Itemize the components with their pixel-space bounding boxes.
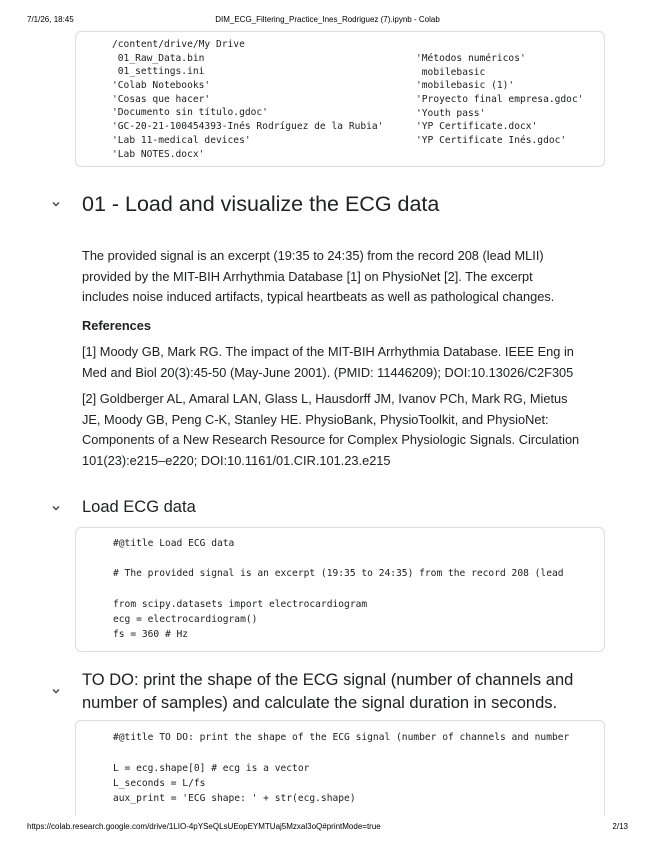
code-line: #@title Load ECG data <box>113 538 235 549</box>
code-line: L_seconds = L/fs <box>113 778 206 789</box>
code-line: L = ecg.shape[0] # ecg is a vector <box>113 763 310 774</box>
drive-listing-right-column <box>416 52 584 148</box>
collapse-section-3-chevron-icon[interactable] <box>51 686 61 696</box>
list-item: 'YP Certificate Inés.gdoc' <box>416 135 567 147</box>
reference-1: [1] Moody GB, Mark RG. The impact of the MIT-BIH Arrhythmia Database. IEEE Eng in Med and Biol 20(3):45-50 (May-June 2001). (PMID: 11446209); DOI:10.13026/C2F305 <box>82 344 574 380</box>
list-item: 'Lab NOTES.docx' <box>112 148 205 160</box>
references-title: References <box>82 318 152 333</box>
section-3-title-line-1: TO DO: print the shape of the ECG signal (number of channels and <box>82 671 574 689</box>
collapse-section-1-chevron-icon[interactable] <box>51 199 61 209</box>
section-3-title <box>82 669 573 715</box>
list-item: 'YP Certificate.docx' <box>416 121 538 133</box>
print-datetime: 7/1/26, 18:45 <box>27 15 74 24</box>
print-header <box>0 15 655 27</box>
print-footer <box>0 822 655 834</box>
reference-2: [2] Goldberger AL, Amaral LAN, Glass L, Hausdorff JM, Ivanov PCh, Mark RG, Mietus JE, Moody GB, Peng C-K, Stanley HE. PhysioBank, PhysioToolkit, and PhysioNet: Components of a New Research Resource for Complex Physiologic Signals. Circulation 101(23):e215–e220; DOI:10.1161/01.CIR.101.23.e215 <box>82 391 580 469</box>
list-item: 'Documento sin título.gdoc' <box>112 107 268 119</box>
list-item: 01_Raw_Data.bin <box>112 52 205 64</box>
code-line: #@title TO DO: print the shape of the ECG signal (number of channels and number <box>113 732 570 743</box>
list-item: 'GC-20-21-100454393-Inés Rodríguez de la Rubia' <box>112 121 384 133</box>
code-line: # The provided signal is an excerpt (19:35 to 24:35) from the record 208 (lead <box>113 568 564 579</box>
collapse-section-2-chevron-icon[interactable] <box>51 503 61 513</box>
code-line: from scipy.datasets import electrocardiogram <box>113 599 368 610</box>
section-1-title: 01 - Load and visualize the ECG data <box>82 192 440 216</box>
list-item: mobilebasic <box>416 66 486 78</box>
print-title: DIM_ECG_Filtering_Practice_Ines_Rodriguez (7).ipynb - Colab <box>215 15 440 24</box>
list-item: 'Cosas que hacer' <box>112 93 211 105</box>
list-item: 'Proyecto final empresa.gdoc' <box>416 94 584 106</box>
list-item: 01_settings.ini <box>112 66 205 78</box>
section-2-title: Load ECG data <box>82 498 196 516</box>
code-line: fs = 360 # Hz <box>113 629 189 640</box>
drive-listing-left-column <box>112 38 383 161</box>
code-line: aux_print = 'ECG shape: ' + str(ecg.shape) <box>113 793 356 804</box>
page-url[interactable]: https://colab.research.google.com/drive/1LIO-4pYSeQLsUEopEYMTUaj5Mzxal3oQ#printMode=true <box>27 822 381 831</box>
list-item: 'mobilebasic (1)' <box>416 80 515 92</box>
load-ecg-code-cell[interactable] <box>75 527 605 652</box>
todo-code-cell[interactable] <box>75 720 605 815</box>
list-item: 'Youth pass' <box>416 107 486 119</box>
code-line: ecg = electrocardiogram() <box>113 614 258 625</box>
section-3-title-line-2: number of samples) and calculate the signal duration in seconds. <box>82 694 558 712</box>
list-item: 'Métodos numéricos' <box>416 53 526 64</box>
drive-listing-output <box>75 31 605 167</box>
section-1-intro: The provided signal is an excerpt (19:35 to 24:35) from the record 208 (lead MLII) provided by the MIT-BIH Arrhythmia Database [1] on PhysioNet [2]. The excerpt includes noise induced artifacts, typical heartbeats as well as pathological changes. <box>82 248 555 305</box>
page-number: 2/13 <box>612 822 628 831</box>
list-item: 'Lab 11-medical devices' <box>112 134 251 146</box>
list-item: 'Colab Notebooks' <box>112 80 211 92</box>
drive-path: /content/drive/My Drive <box>112 39 245 50</box>
